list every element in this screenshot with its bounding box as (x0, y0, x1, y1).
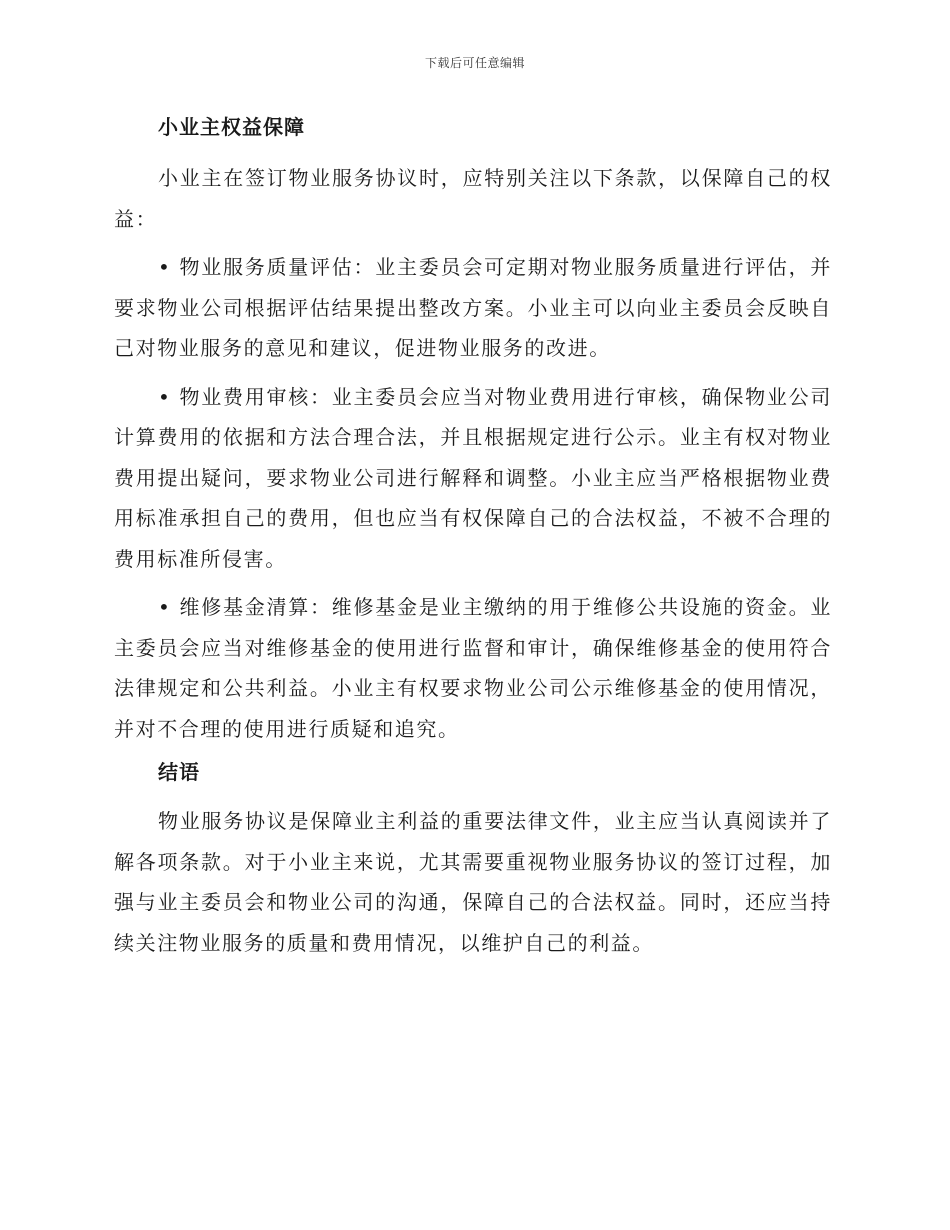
section-heading-conclusion: 结语 (158, 760, 200, 784)
section-heading-rights: 小业主权益保障 (158, 115, 305, 139)
paragraph-service-quality: • 物业服务质量评估：业主委员会可定期对物业服务质量进行评估，并要求物业公司根据评估结果提出整改方案。小业主可以向业主委员会反映自己对物业服务的意见和建议，促进物业服务的改进。 (114, 255, 832, 360)
paragraph-maintenance-fund: • 维修基金清算：维修基金是业主缴纳的用于维修公共设施的资金。业主委员会应当对维修基金的使用进行监督和审计，确保维修基金的使用符合法律规定和公共利益。小业主有权要求物业公司公示维修基金的使用情况，并对不合理的使用进行质疑和追究。 (114, 595, 832, 741)
paragraph-fee-audit: • 物业费用审核：业主委员会应当对物业费用进行审核，确保物业公司计算费用的依据和方法合理合法，并且根据规定进行公示。业主有权对物业费用提出疑问，要求物业公司进行解释和调整。小业主应当严格根据物业费用标准承担自己的费用，但也应当有权保障自己的合法权益，不被不合理的费用标准所侵害。 (114, 384, 832, 571)
document-body (114, 112, 832, 971)
paragraph-conclusion: 物业服务协议是保障业主利益的重要法律文件，业主应当认真阅读并了解各项条款。对于小业主来说，尤其需要重视物业服务协议的签订过程，加强与业主委员会和物业公司的沟通，保障自己的合法权益。同时，还应当持续关注物业服务的质量和费用情况，以维护自己的利益。 (114, 809, 832, 955)
paragraph-intro: 小业主在签订物业服务协议时，应特别关注以下条款，以保障自己的权益： (114, 166, 832, 231)
header-note: 下载后可任意编辑 (424, 56, 525, 70)
